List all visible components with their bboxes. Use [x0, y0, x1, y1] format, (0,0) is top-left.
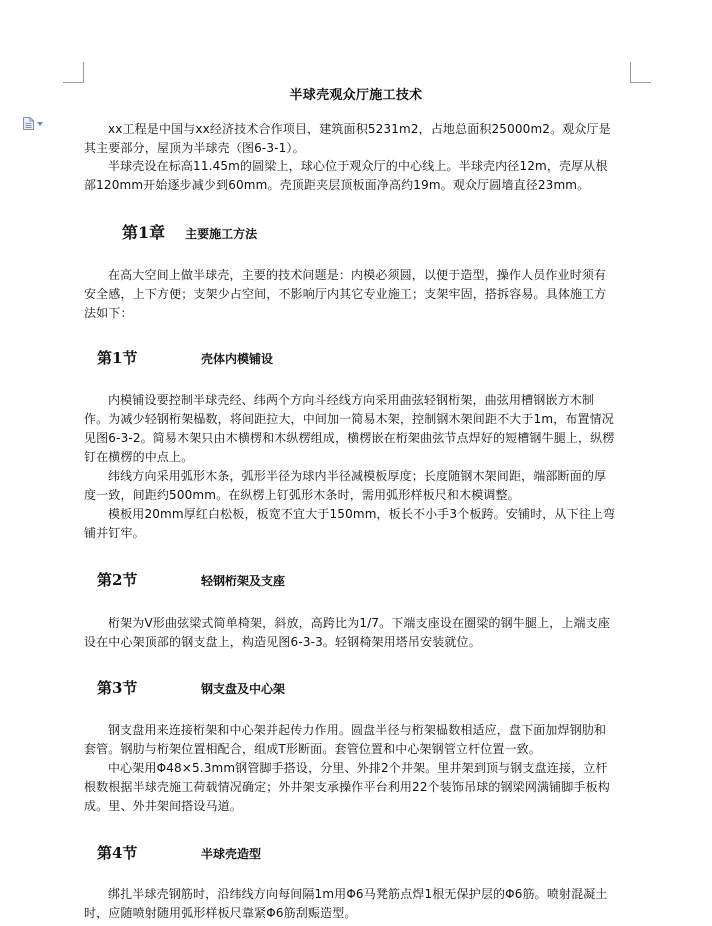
section-heading-3	[97, 677, 285, 698]
section-3-paragraph-1: 钢支盘用来连接桁架和中心架并起传力作用。圆盘半径与桁架榀数相适应，盘下面加焊钢肋和套管。钢肋与桁架位置相配合，组成T形断面。套管位置和中心架钢管立杆位置一致。	[84, 723, 607, 756]
document-title: 半球壳观众厅施工技术	[289, 88, 423, 103]
section-1-paragraph-1: 内模铺设要控制半球壳经、纬两个方向斗经线方向采用曲弦轻钢桁架，曲弦用槽钢嵌方木制作。为减少轻钢桁架榀数，将间距拉大，中间加一简易木架，控制钢木架间距不大于1m，布置情况见图6-3-2。简易木架只由木横楞和木纵楞组成，横楞嵌在桁架曲弦节点焊好的短槽钢牛腿上，纵楞钉在横楞的中点上。	[84, 393, 615, 464]
section-1-paragraph-3: 模板用20mm厚红白松板，板宽不宜大于150mm，板长不小手3个板跨。安铺时，从下往上弯铺并钉牢。	[84, 507, 616, 540]
section-1-paragraph-2: 纬线方向采用弧形木条，弧形半径为球内半径减模板厚度；长度随钢木架间距，端部断面的厚度一致，间距约500mm。在纵楞上钉弧形木条时，需用弧形样板尺和木模调整。	[84, 469, 607, 502]
section-3-paragraph-2: 中心架用Φ48×5.3mm钢管脚手搭设，分里、外排2个井架。里井架到顶与钢支盘连接，立杆根数根据半球壳施工荷载情况确定；外井架支承操作平台利用22个装饰吊球的钢梁网满铺脚手板构成。里、外井架间搭设马道。	[84, 761, 610, 813]
section-heading-4	[97, 842, 261, 863]
section-name: 轻钢桁架及支座	[201, 574, 286, 588]
section-name: 壳体内模铺设	[201, 352, 274, 366]
crop-mark-top-right	[630, 62, 651, 83]
document-icon	[23, 117, 34, 130]
section-number: 第3节	[97, 679, 138, 697]
intro-paragraph-1: xx工程是中国与xx经济技术合作项目，建筑面积5231m2，占地总面积25000m2。观众厅是其主要部分，屋顶为半球壳（图6-3-1）。	[84, 122, 611, 155]
section-2-paragraph-1: 桁架为V形曲弦梁式简单椅架，斜放，高跨比为1/7。下端支座设在圈梁的钢牛腿上，上端支座设在中心架顶部的钢支盘上，构造见图6-3-3。轻钢椅架用塔吊安装就位。	[84, 616, 610, 649]
intro-paragraph-2: 半球壳设在标高11.45m的圆梁上，球心位于观众厅的中心线上。半球壳内径12m，壳厚从根部120mm开始逐步减少到60mm。壳顶距夹层顶板面净高约19m。观众厅圆墙直径23mm。	[84, 159, 608, 192]
section-name: 半球壳造型	[201, 847, 262, 861]
chapter-intro-paragraph: 在高大空间上做半球壳，主要的技术问题是：内模必须圆，以便于造型，操作人员作业时须有安全感，上下方便；支架少占空间，不影响厅内其它专业施工；支架牢固，搭拆容易。具体施工方法如下：	[84, 268, 607, 320]
chevron-down-icon	[37, 122, 43, 126]
section-number: 第4节	[97, 844, 138, 862]
crop-mark-top-left	[63, 62, 84, 83]
document-outline-toggle[interactable]	[23, 117, 43, 130]
chapter-heading	[122, 220, 257, 243]
section-name: 钢支盘及中心架	[201, 682, 286, 696]
chapter-number: 第1章	[122, 223, 166, 242]
section-number: 第2节	[97, 571, 138, 589]
section-heading-1	[97, 347, 273, 368]
section-number: 第1节	[97, 349, 138, 367]
chapter-name: 主要施工方法	[185, 227, 258, 241]
section-heading-2	[97, 569, 285, 590]
section-4-paragraph-1: 绑扎半球壳钢筋时，沿纬线方向每间隔1m用Φ6马凳筋点焊1根无保护层的Φ6筋。喷射混凝土时，应随喷射随用弧形样板尺靠紧Φ6筋刮赈造型。	[84, 887, 608, 920]
